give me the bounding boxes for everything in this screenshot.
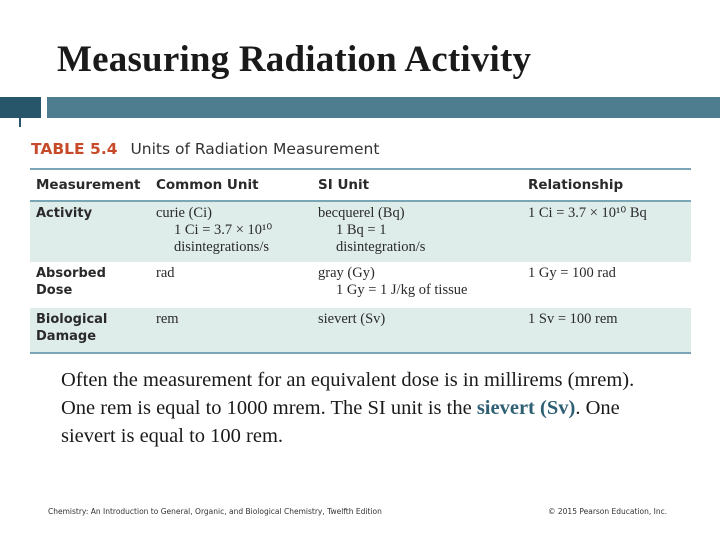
common-unit-text: 1 Ci = 3.7 × 10¹⁰ — [174, 222, 273, 238]
table-row-biological-damage — [30, 308, 691, 353]
si-unit-text: 1 Gy = 1 J/kg of tissue — [336, 282, 468, 298]
measurement-text: Dose — [36, 283, 73, 298]
measurement-text: Absorbed — [36, 266, 106, 281]
cell-measurement — [30, 201, 150, 262]
relationship-text: 1 Gy = 100 rad — [528, 265, 616, 281]
cell-si-unit — [312, 262, 522, 308]
cell-common-unit — [150, 201, 312, 262]
measurement-text: Damage — [36, 329, 97, 344]
accent-bar — [47, 97, 720, 118]
table-caption-title: Units of Radiation Measurement — [130, 140, 380, 158]
si-unit-text: sievert (Sv) — [318, 311, 386, 327]
si-unit-text: 1 Bq = 1 — [336, 222, 387, 238]
slide-title: Measuring Radiation Activity — [57, 39, 532, 80]
table-row-activity — [30, 201, 691, 262]
cell-si-unit — [312, 201, 522, 262]
cell-common-unit — [150, 262, 312, 308]
accent-frame-line — [19, 118, 21, 127]
cell-measurement — [30, 262, 150, 308]
cell-relationship — [522, 262, 691, 308]
relationship-text: 1 Sv = 100 rem — [528, 311, 618, 327]
table-caption-label: TABLE 5.4 — [31, 140, 118, 158]
body-text-after: . One sievert is equal to 100 rem. — [61, 397, 620, 447]
si-unit-text: becquerel (Bq) — [318, 205, 405, 221]
measurement-text: Activity — [36, 206, 93, 221]
table-caption — [31, 140, 379, 158]
cell-common-unit — [150, 308, 312, 353]
body-paragraph — [61, 366, 661, 450]
footer-copyright: © 2015 Pearson Education, Inc. — [548, 507, 668, 516]
si-unit-text: disintegration/s — [336, 239, 426, 255]
common-unit-text: rad — [156, 265, 175, 281]
common-unit-text: curie (Ci) — [156, 205, 212, 221]
common-unit-text: disintegrations/s — [174, 239, 270, 255]
table-header-row — [30, 169, 691, 201]
cell-relationship — [522, 201, 691, 262]
header-measurement: Measurement — [30, 169, 150, 201]
table-row-absorbed-dose — [30, 262, 691, 308]
body-text-before: Often the measurement for an equivalent dose is in millirems (mrem). One rem is equal to 1000 mrem. The SI unit is the — [61, 369, 635, 419]
body-highlight-term: sievert (Sv) — [476, 397, 576, 419]
accent-block — [0, 97, 41, 118]
cell-si-unit — [312, 308, 522, 353]
si-unit-text: gray (Gy) — [318, 265, 375, 281]
common-unit-text: rem — [156, 311, 179, 327]
header-relationship: Relationship — [522, 169, 691, 201]
header-common-unit: Common Unit — [150, 169, 312, 201]
footer-book-title: Chemistry: An Introduction to General, Organic, and Biological Chemistry, Twelfth Edition — [48, 507, 382, 516]
cell-relationship — [522, 308, 691, 353]
cell-measurement — [30, 308, 150, 353]
header-si-unit: SI Unit — [312, 169, 522, 201]
measurement-text: Biological — [36, 312, 108, 327]
relationship-text: 1 Ci = 3.7 × 10¹⁰ Bq — [528, 205, 647, 221]
radiation-units-table — [30, 168, 691, 354]
